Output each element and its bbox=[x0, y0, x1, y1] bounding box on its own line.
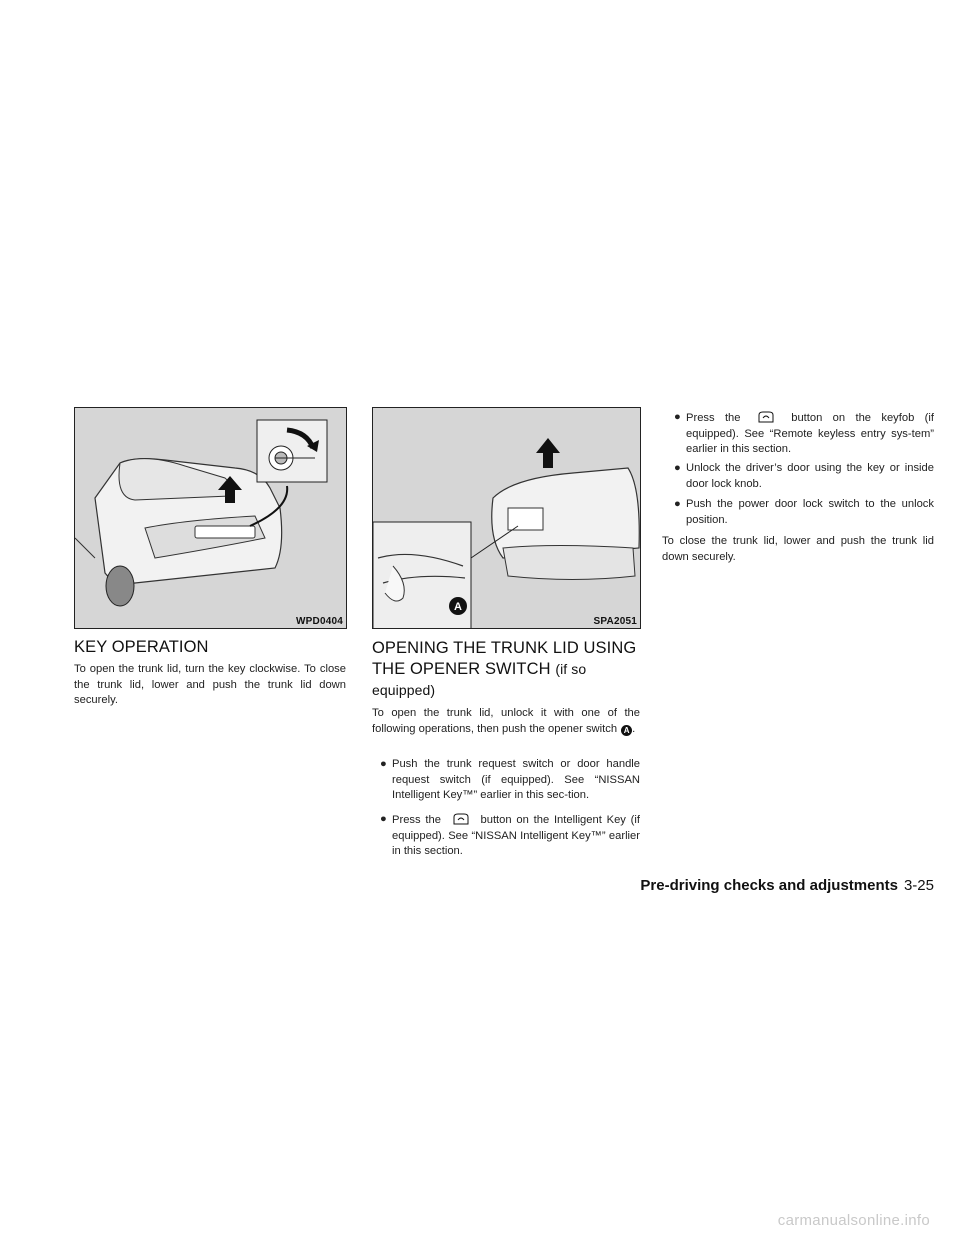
list-item-text-pre: Press the bbox=[392, 814, 441, 826]
bullet-dot: ● bbox=[674, 411, 681, 423]
list-item-text: Push the power door lock switch to the unlock position. bbox=[686, 498, 934, 526]
trunk-open-key-button-icon bbox=[446, 812, 476, 826]
list-item-text: Unlock the driver’s door using the key or inside door lock knob. bbox=[686, 462, 934, 490]
page-number: 3-25 bbox=[903, 877, 934, 894]
list-item-text-post: button on the Intelligent Key (if equipped). See “NISSAN Intelligent Key™” earlier in this section. bbox=[392, 814, 640, 858]
paragraph-opener-intro bbox=[372, 706, 640, 737]
intro-text: To open the trunk lid, unlock it with one of the following operations, then push the opener switch bbox=[372, 707, 640, 735]
trunk-open-key-button-icon bbox=[751, 410, 781, 424]
figure-code: SPA2051 bbox=[593, 616, 637, 627]
list-item-text-post: button on the keyfob (if equipped). See “Remote keyless entry sys-tem” earlier in this section. bbox=[686, 412, 934, 456]
figure-key-operation bbox=[74, 407, 347, 629]
intro-end: . bbox=[632, 722, 636, 735]
trunk-opener-illustration bbox=[373, 408, 641, 629]
paragraph-key-operation: To open the trunk lid, turn the key clockwise. To close the trunk lid, lower and push the trunk lid down securely. bbox=[74, 663, 346, 707]
list-item bbox=[380, 757, 640, 804]
page-footer bbox=[600, 877, 934, 894]
heading-qualifier: (if so equipped) bbox=[372, 661, 587, 698]
figure-code: WPD0404 bbox=[296, 616, 343, 627]
list-item-text-pre: Press the bbox=[686, 412, 741, 424]
figure-opener-switch bbox=[372, 407, 641, 629]
bullet-dot: ● bbox=[380, 813, 387, 825]
section-heading-opener-switch bbox=[372, 638, 647, 701]
bullet-dot: ● bbox=[674, 462, 681, 474]
bullet-dot: ● bbox=[380, 758, 387, 770]
list-item bbox=[674, 461, 934, 492]
paragraph-closing: To close the trunk lid, lower and push the trunk lid down securely. bbox=[662, 535, 934, 563]
callout-a-badge: A bbox=[621, 725, 632, 736]
callout-a-label: A bbox=[454, 601, 462, 613]
list-item bbox=[674, 497, 934, 528]
list-item bbox=[380, 812, 640, 860]
car-rear-key-illustration bbox=[75, 408, 347, 629]
bullet-dot: ● bbox=[674, 498, 681, 510]
list-item-text: Push the trunk request switch or door handle request switch (if equipped). See “NISSAN Intelligent Key™” earlier in this sec-tion. bbox=[392, 758, 640, 802]
watermark: carmanualsonline.info bbox=[777, 1212, 930, 1229]
heading-main-text: OPENING THE TRUNK LID USING THE OPENER SWITCH bbox=[372, 639, 637, 678]
section-heading-key-operation: KEY OPERATION bbox=[74, 638, 209, 656]
footer-section-title: Pre-driving checks and adjustments bbox=[640, 877, 898, 894]
list-item bbox=[674, 410, 934, 458]
